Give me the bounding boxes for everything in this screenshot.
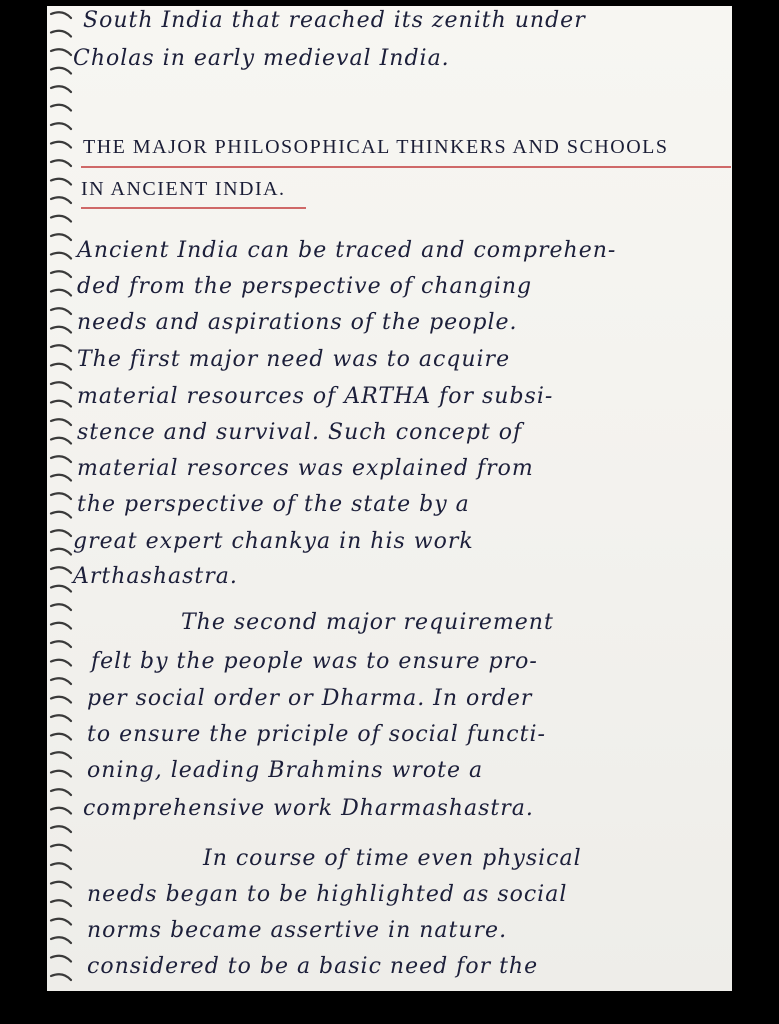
spiral-coil-icon xyxy=(51,401,71,407)
spiral-coil-icon xyxy=(51,845,71,851)
notebook-page xyxy=(47,6,732,991)
spiral-coil-icon xyxy=(51,456,71,462)
spiral-coil-icon xyxy=(51,623,71,629)
spiral-coil-icon xyxy=(51,530,71,536)
spiral-coil-icon xyxy=(51,345,71,351)
spiral-coil-icon xyxy=(51,604,71,610)
text-line: oning, leading Brahmins wrote a xyxy=(87,758,484,783)
spiral-coil-icon xyxy=(51,234,71,240)
spiral-coil-icon xyxy=(51,678,71,684)
text-line: per social order or Dharma. In order xyxy=(87,686,533,711)
text-line: material resorces was explained from xyxy=(77,456,534,481)
spiral-coil-icon xyxy=(51,142,71,148)
spiral-coil-icon xyxy=(51,493,71,499)
spiral-coil-icon xyxy=(51,919,71,925)
spiral-coil-icon xyxy=(51,68,71,74)
text-line: The first major need was to acquire xyxy=(77,347,511,372)
text-line: comprehensive work Dharmashastra. xyxy=(83,796,534,821)
spiral-coil-icon xyxy=(51,660,71,666)
spiral-coil-icon xyxy=(51,752,71,758)
handwritten-text xyxy=(73,6,732,991)
spiral-coil-icon xyxy=(51,31,71,37)
spiral-coil-icon xyxy=(51,549,71,555)
text-line: stence and survival. Such concept of xyxy=(77,420,523,445)
spiral-coil-icon xyxy=(51,197,71,203)
heading-underline xyxy=(81,207,306,209)
text-line: considered to be a basic need for the xyxy=(87,954,539,979)
spiral-coil-icon xyxy=(51,271,71,277)
spiral-coil-icon xyxy=(51,567,71,573)
spiral-coil-icon xyxy=(51,974,71,980)
spiral-coil-icon xyxy=(51,826,71,832)
text-line: South India that reached its zenith under xyxy=(83,8,586,33)
spiral-coil-icon xyxy=(51,419,71,425)
text-line: ded from the perspective of changing xyxy=(77,274,533,299)
spiral-coil-icon xyxy=(51,734,71,740)
spiral-coil-icon xyxy=(51,475,71,481)
text-line: the perspective of the state by a xyxy=(77,492,470,517)
spiral-coil-icon xyxy=(51,641,71,647)
text-line: great expert chankya in his work xyxy=(73,529,474,554)
section-heading: IN ANCIENT INDIA. xyxy=(81,178,286,200)
spiral-coil-icon xyxy=(51,789,71,795)
text-line: to ensure the priciple of social functi- xyxy=(87,722,546,747)
spiral-coil-icon xyxy=(51,937,71,943)
heading-underline xyxy=(81,166,731,168)
spiral-coil-icon xyxy=(51,86,71,92)
spiral-coil-icon xyxy=(51,49,71,55)
text-line: Cholas in early medieval India. xyxy=(73,46,450,71)
spiral-coil-icon xyxy=(51,512,71,518)
spiral-coil-icon xyxy=(51,105,71,111)
spiral-coil-icon xyxy=(51,327,71,333)
spiral-coil-icon xyxy=(51,123,71,129)
spiral-coil-icon xyxy=(51,771,71,777)
text-line: needs began to be highlighted as social xyxy=(87,882,568,907)
text-line: norms became assertive in nature. xyxy=(87,918,508,943)
spiral-coil-icon xyxy=(51,364,71,370)
section-heading: THE MAJOR PHILOSOPHICAL THINKERS AND SCHOOLS xyxy=(83,136,669,158)
spiral-coil-icon xyxy=(51,382,71,388)
text-line: needs and aspirations of the people. xyxy=(77,310,518,335)
spiral-coil-icon xyxy=(51,216,71,222)
spiral-coil-icon xyxy=(51,160,71,166)
text-line: felt by the people was to ensure pro- xyxy=(91,649,538,674)
spiral-coil-icon xyxy=(51,863,71,869)
spiral-coil-icon xyxy=(51,438,71,444)
spiral-coil-icon xyxy=(51,882,71,888)
spiral-coil-icon xyxy=(51,290,71,296)
text-line: Arthashastra. xyxy=(73,564,238,589)
spiral-coil-icon xyxy=(51,308,71,314)
text-line: Ancient India can be traced and comprehen- xyxy=(77,238,617,263)
text-line: In course of time even physical xyxy=(203,846,582,871)
spiral-coil-icon xyxy=(51,179,71,185)
spiral-coil-icon xyxy=(51,697,71,703)
spiral-coil-icon xyxy=(51,900,71,906)
spiral-coil-icon xyxy=(51,12,71,18)
spiral-coil-icon xyxy=(51,808,71,814)
spiral-coil-icon xyxy=(51,956,71,962)
text-line: The second major requirement xyxy=(181,610,554,635)
text-line: material resources of ARTHA for subsi- xyxy=(77,384,554,409)
spiral-coil-icon xyxy=(51,586,71,592)
spiral-coil-icon xyxy=(51,253,71,259)
spiral-coil-icon xyxy=(51,715,71,721)
